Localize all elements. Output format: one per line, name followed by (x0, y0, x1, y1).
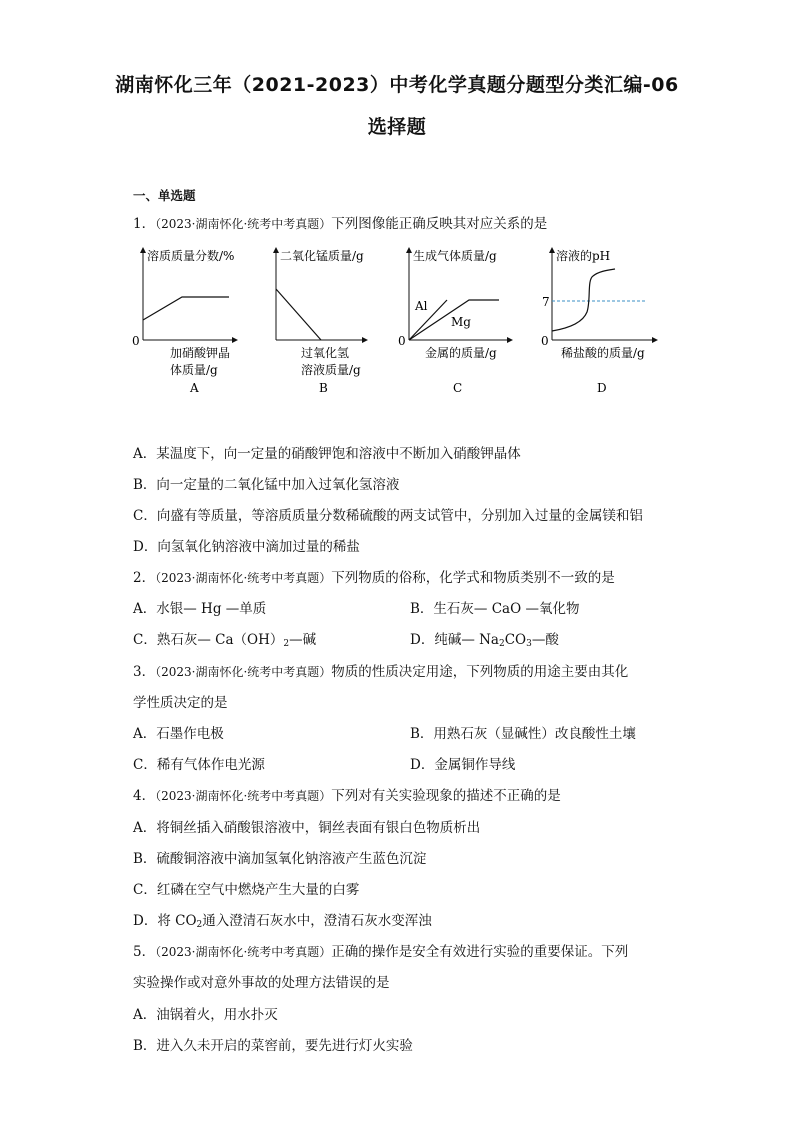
graph-d-origin: 0 (541, 334, 549, 348)
q2-option-d-mid: CO (504, 632, 527, 648)
q2-option-b: B．生石灰— CaO —氧化物 (410, 601, 580, 617)
question-number: 3． (133, 664, 156, 680)
q2-option-c-tail: —碱 (289, 632, 317, 648)
q4-option-d-text: D．将 CO (133, 913, 197, 929)
section-heading: 一、单选题 (133, 188, 196, 203)
graph-c-origin: 0 (398, 334, 406, 348)
q2-option-c-subscript: 2 (283, 639, 290, 649)
question-number: 2． (133, 570, 156, 586)
question-stem: 物质的性质决定用途，下列物质的用途主要由其化 (331, 664, 629, 680)
graph-d-ylabel: 溶液的pH (556, 249, 611, 263)
graph-c-mg-label: Mg (451, 315, 471, 329)
question-stem: 下列图像能正确反映其对应关系的是 (331, 216, 548, 232)
graph-c-al-label: Al (415, 299, 428, 313)
q1-option-d: D．向氢氧化钠溶液中滴加过量的稀盐 (133, 539, 360, 555)
q5-option-b: B．进入久未开启的菜窖前，要先进行灯火实验 (133, 1038, 413, 1054)
q4-option-c: C．红磷在空气中燃烧产生大量的白雾 (133, 882, 360, 898)
q2-option-c-text: C．熟石灰— Ca（OH） (133, 632, 284, 648)
graph-d-seven: 7 (542, 295, 550, 309)
graph-c-ylabel: 生成气体质量/g (413, 249, 497, 263)
question-number: 5． (133, 944, 156, 960)
q4-option-a: A．将铜丝插入硝酸银溶液中，铜丝表面有银白色物质析出 (133, 820, 481, 836)
q1-option-a: A．某温度下，向一定量的硝酸钾饱和溶液中不断加入硝酸钾晶体 (133, 446, 521, 462)
question-source: （2023·湖南怀化·统考中考真题） (155, 217, 332, 231)
graph-b-ylabel: 二氧化锰质量/g (280, 249, 364, 263)
graph-d-xlabel: 稀盐酸的质量/g (561, 346, 645, 360)
question-source: （2023·湖南怀化·统考中考真题） (155, 571, 332, 585)
q2-option-d-subscript-1: 2 (498, 639, 505, 649)
graph-d-letter: D (597, 381, 607, 395)
graph-c-letter: C (453, 381, 463, 395)
question-1 (133, 212, 547, 232)
q1-option-b: B．向一定量的二氧化锰中加入过氧化氢溶液 (133, 477, 400, 493)
graph-c-xlabel: 金属的质量/g (425, 346, 497, 360)
graph-a-xlabel-2: 体质量/g (170, 363, 218, 377)
q2-option-d-subscript-2: 3 (526, 639, 532, 649)
q2-option-c (133, 628, 316, 649)
question-2 (133, 566, 615, 586)
graph-a-xlabel-1: 加硝酸钾晶 (170, 346, 231, 360)
question-3-stem-cont: 学性质决定的是 (133, 695, 228, 711)
q3-option-d: D．金属铜作导线 (410, 757, 516, 773)
graph-b (276, 248, 365, 395)
document-title: 湖南怀化三年（2021-2023）中考化学真题分题型分类汇编-06 (115, 74, 679, 96)
graph-a-letter: A (190, 381, 199, 395)
q5-option-a: A．油锅着火，用水扑灭 (133, 1007, 278, 1023)
graph-b-xlabel-2: 溶液质量/g (301, 363, 361, 377)
question-stem: 下列物质的俗称，化学式和物质类别不一致的是 (331, 570, 615, 586)
q3-option-b: B．用熟石灰（显碱性）改良酸性土壤 (410, 726, 636, 742)
question-stem: 下列对有关实验现象的描述不正确的是 (331, 788, 561, 804)
graph-b-letter: B (319, 381, 328, 395)
question-source: （2023·湖南怀化·统考中考真题） (155, 945, 332, 959)
q1-option-c: C．向盛有等质量，等溶质质量分数稀硫酸的两支试管中，分别加入过量的金属镁和铝 (133, 508, 643, 524)
graph-b-xlabel-1: 过氧化氢 (301, 346, 350, 360)
q3-option-a: A．石墨作电极 (133, 726, 224, 742)
question-stem: 正确的操作是安全有效进行实验的重要保证。下列 (331, 944, 629, 960)
q4-option-b: B．硫酸铜溶液中滴加氢氧化钠溶液产生蓝色沉淀 (133, 851, 427, 867)
question-5-stem-cont: 实验操作或对意外事故的处理方法错误的是 (133, 975, 390, 991)
graph-c (398, 248, 510, 395)
question-4 (133, 784, 561, 804)
question-3 (133, 660, 628, 680)
question-5 (133, 940, 628, 960)
q2-option-d-text: D．纯碱— Na (410, 632, 499, 648)
question-source: （2023·湖南怀化·统考中考真题） (155, 665, 332, 679)
graph-d (541, 248, 655, 395)
q4-option-d-tail: 通入澄清石灰水中，澄清石灰水变浑浊 (202, 913, 432, 929)
q4-option-d-subscript: 2 (196, 920, 203, 930)
question-source: （2023·湖南怀化·统考中考真题） (155, 789, 332, 803)
graph-a-ylabel: 溶质质量分数/% (147, 249, 235, 263)
q2-option-d-tail: —酸 (531, 632, 559, 648)
q2-option-a: A．水银— Hg —单质 (133, 601, 267, 617)
q4-option-d (133, 909, 432, 930)
q2-option-d (410, 628, 559, 649)
question-1-graphs (125, 240, 665, 400)
q3-option-c: C．稀有气体作电光源 (133, 757, 265, 773)
question-number: 1． (133, 216, 156, 232)
graph-a (132, 248, 235, 395)
graph-a-origin: 0 (132, 334, 140, 348)
document-subtitle: 选择题 (367, 116, 427, 138)
question-number: 4． (133, 788, 156, 804)
